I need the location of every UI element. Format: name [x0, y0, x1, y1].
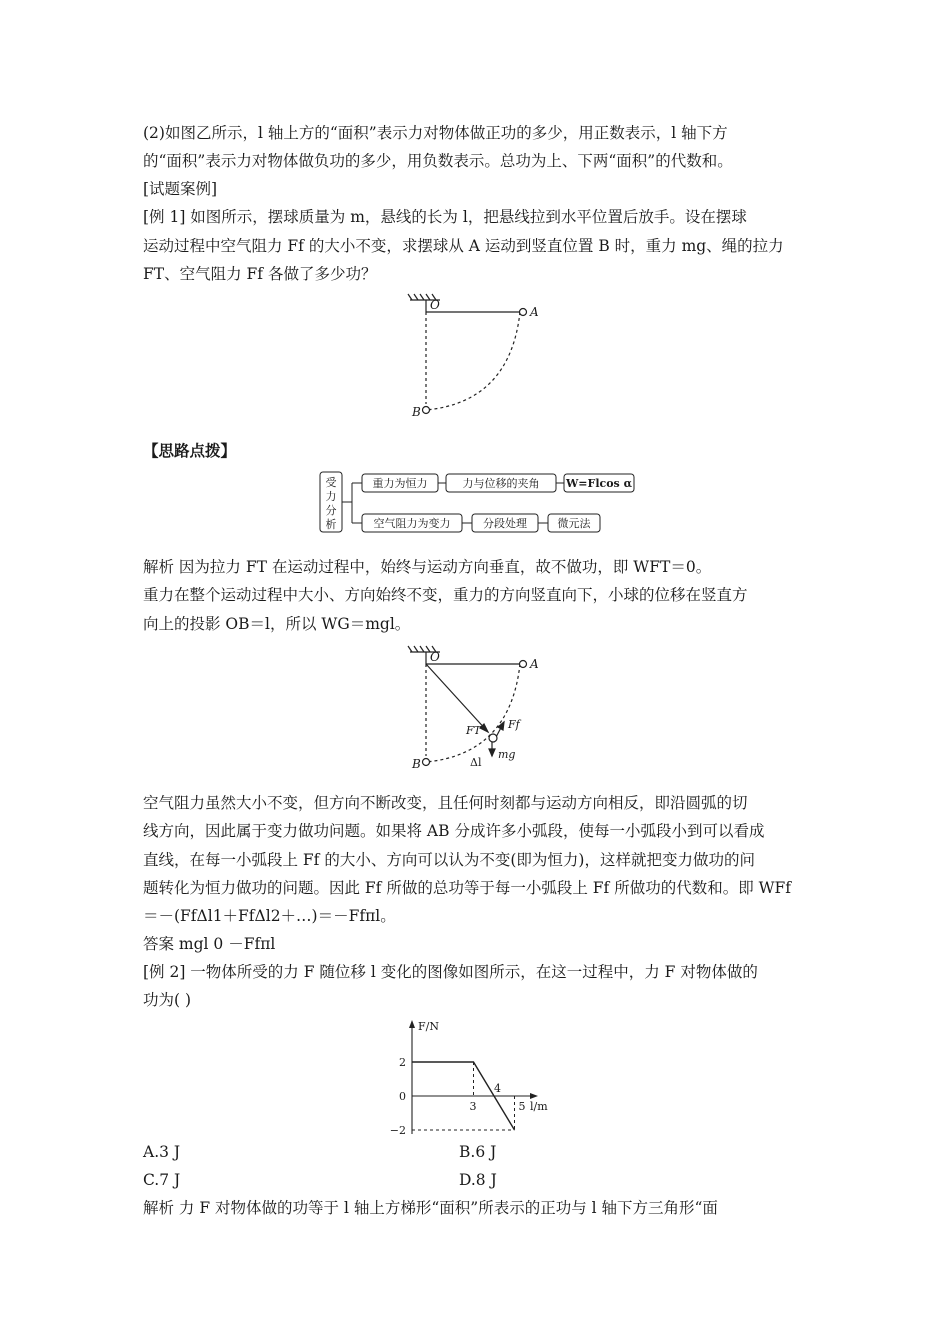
para3-line2: 线方向，因此属于变力做功问题。如果将 AB 分成许多小弧段，使每一小弧段小到可以看成 [143, 822, 765, 840]
fig1-label-o: O [430, 298, 440, 312]
y-axis-arrow [409, 1020, 415, 1028]
y-tick-label-0: 2 [399, 1056, 406, 1069]
hint-box-air-resistance: 空气阻力为变力 [373, 517, 451, 530]
hint-box-segment: 分段处理 [483, 517, 527, 530]
fig2-label-mg: mg [498, 748, 516, 761]
para3-line4: 题转化为恒力做功的问题。因此 Ff 所做的总功等于每一小弧段上 Ff 所做功的代数和。即 WFf [143, 879, 792, 897]
answer1: 答案 mgl 0 －Ffπl [143, 935, 276, 953]
y-tick-label-1: 0 [399, 1090, 406, 1103]
pendulum-force-figure [400, 644, 580, 774]
para3-line1: 空气阻力虽然大小不变，但方向不断改变，且任何时刻都与运动方向相反，即沿圆弧的切 [143, 794, 748, 812]
x-tick-label-5: 5 [518, 1100, 526, 1113]
example1-line1: [例 1] 如图所示，摆球质量为 m，悬线的长为 l，把悬线拉到水平位置后放手。设在摆球 [143, 208, 747, 226]
option-b[interactable]: B.6 J [459, 1143, 497, 1161]
hint-left-char-4: 析 [325, 518, 337, 531]
fig2-label-o: O [430, 650, 440, 664]
example1-line2: 运动过程中空气阻力 Ff 的大小不变，求摆球从 A 运动到竖直位置 B 时，重力 mg、绳的拉力 [143, 237, 784, 255]
y-tick-label-2: −2 [389, 1124, 406, 1137]
force-displacement-chart [368, 1016, 568, 1146]
option-d[interactable]: D.8 J [459, 1171, 497, 1189]
pendulum-figure [400, 292, 580, 422]
fig2-label-a: A [530, 657, 539, 671]
hint-box-formula: W=Flcos α [565, 477, 633, 490]
fig2-label-ft: FT [466, 724, 481, 737]
chart-xlabel: l/m [530, 1100, 548, 1113]
para2-line1: (2)如图乙所示，l 轴上方的“面积”表示力对物体做正功的多少，用正数表示，l 轴下方 [143, 124, 728, 142]
x-tick-label-3: 3 [469, 1100, 477, 1113]
fig2-label-ff: Ff [508, 718, 520, 731]
section-heading: [试题案例] [143, 180, 218, 198]
x-tick-label-4: 4 [494, 1082, 501, 1095]
para3-line5: ＝－(FfΔl1＋FfΔl2＋…)＝－Ffπl。 [143, 907, 396, 925]
hint-title: 【思路点拨】 [143, 441, 237, 460]
fig1-label-b: B [412, 405, 421, 419]
sol1-line3: 向上的投影 OB＝l，所以 WG＝mgl。 [143, 615, 411, 633]
hint-box-angle: 力与位移的夹角 [462, 477, 540, 490]
hint-box-micro-element: 微元法 [557, 517, 591, 530]
option-a[interactable]: A.3 J [143, 1143, 181, 1161]
hint-box-gravity-constant: 重力为恒力 [372, 477, 428, 490]
para2-line2: 的“面积”表示力对物体做负功的多少，用负数表示。总功为上、下两“面积”的代数和。 [143, 152, 733, 170]
sol1-line2: 重力在整个运动过程中大小、方向始终不变，重力的方向竖直向下，小球的位移在竖直方 [143, 586, 748, 604]
hint-flowchart [318, 470, 638, 536]
hint-left-char-1: 受 [325, 476, 337, 489]
para3-line3: 直线，在每一小弧段上 Ff 的大小、方向可以认为不变(即为恒力)，这样就把变力做功的问 [143, 851, 755, 869]
fig2-label-delta-l: Δl [470, 756, 482, 769]
sol2-line1: 解析 力 F 对物体做的功等于 l 轴上方梯形“面积”所表示的正功与 l 轴下方三角形“面 [143, 1199, 718, 1217]
x-axis-arrow [530, 1093, 538, 1099]
sol1-line1: 解析 因为拉力 FT 在运动过程中，始终与运动方向垂直，故不做功，即 WFT＝0。 [143, 558, 712, 576]
fig2-label-b: B [412, 757, 421, 771]
example2-line2: 功为( ) [143, 991, 192, 1009]
example2-line1: [例 2] 一物体所受的力 F 随位移 l 变化的图像如图所示，在这一过程中，力 F 对物体做的 [143, 963, 758, 981]
hint-left-char-3: 分 [325, 504, 337, 517]
fig1-label-a: A [530, 305, 539, 319]
hint-left-char-2: 力 [325, 490, 337, 503]
option-c[interactable]: C.7 J [143, 1171, 181, 1189]
chart-ylabel: F/N [418, 1020, 439, 1033]
example1-line3: FT、空气阻力 Ff 各做了多少功？ [143, 265, 377, 283]
